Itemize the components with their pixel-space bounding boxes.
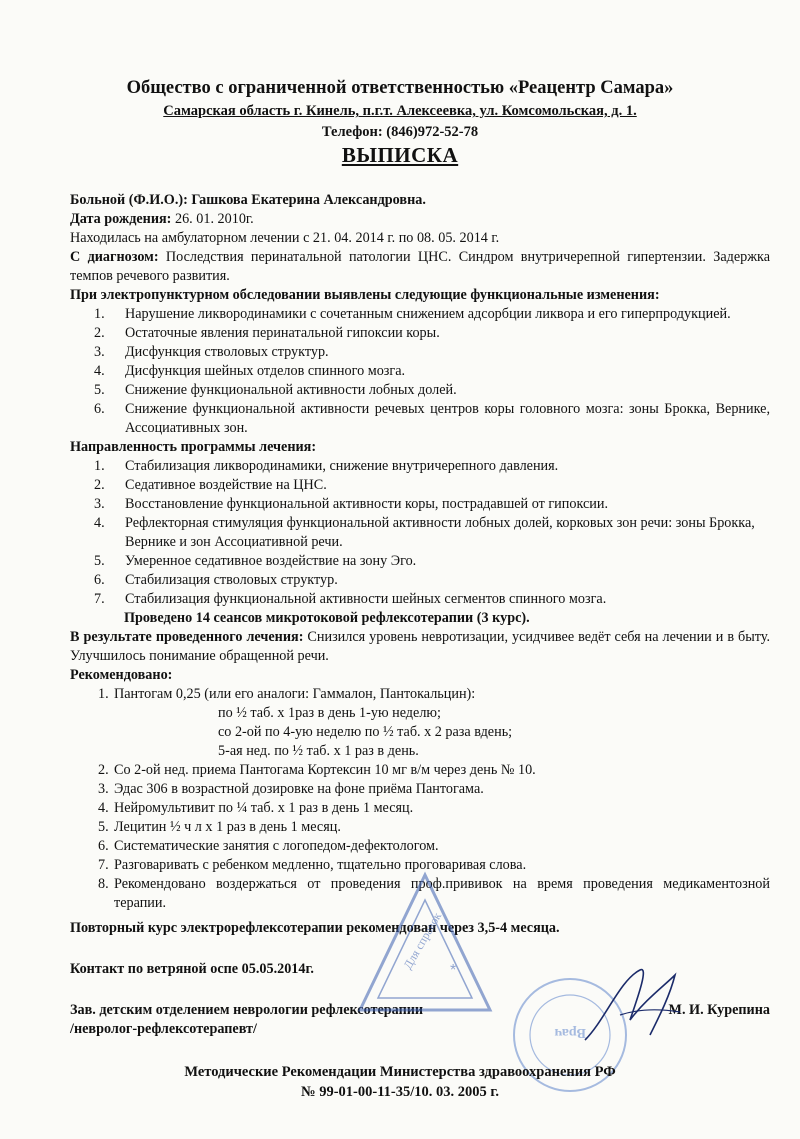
dob-line — [70, 210, 770, 229]
list-item — [70, 381, 770, 400]
item-text: Остаточные явления перинатальной гипоксии коры. — [125, 325, 440, 341]
list-item — [70, 514, 770, 552]
item-number: 4. — [98, 800, 109, 816]
result-label: В результате проведенного лечения: — [70, 629, 304, 645]
item-number: 5. — [94, 382, 105, 398]
item-number: 5. — [94, 553, 105, 569]
item-text: Систематические занятия с логопедом-дефектологом. — [114, 838, 439, 854]
item-number: 7. — [94, 591, 105, 607]
handwritten-signature — [580, 960, 690, 1050]
item-text: Стабилизация ликвородинамики, снижение внутричерепного давления. — [125, 458, 559, 474]
item-text: Рекомендовано воздержаться от проведения проф.прививок на время проведения медикаментозной терапии. — [114, 876, 770, 911]
item-number: 1. — [98, 686, 109, 702]
svg-text:*: * — [450, 962, 457, 979]
item-number: 4. — [94, 363, 105, 379]
document-title: ВЫПИСКА — [341, 143, 459, 167]
treatment-period: Находилась на амбулаторном лечении с 21. 04. 2014 г. по 08. 05. 2014 г. — [70, 230, 500, 246]
item-number: 1. — [94, 306, 105, 322]
item-number: 4. — [94, 515, 105, 531]
recommend-heading — [70, 666, 770, 685]
list-item — [98, 799, 770, 818]
item-number: 7. — [98, 857, 109, 873]
list-item — [70, 495, 770, 514]
stamp-text: Врач — [554, 1025, 586, 1040]
stamp-text: Для справок — [400, 909, 445, 972]
dob-value: 26. 01. 2010г. — [171, 211, 254, 227]
footer-line-2: № 99-01-00-11-35/10. 03. 2005 г. — [301, 1084, 499, 1100]
list-item — [98, 818, 770, 837]
diagnosis-text: Последствия перинатальной патологии ЦНС. Синдром внутричерепной гипертензии. Задержка темпов речевого развития. — [70, 249, 770, 284]
diagnosis-block — [70, 248, 770, 286]
organization-name: Общество с ограниченной ответственностью «Реацентр Самара» — [126, 78, 674, 98]
program-heading-text: Направленность программы лечения: — [70, 439, 317, 455]
footer-line-1: Методические Рекомендации Министерства здравоохранения РФ — [184, 1064, 616, 1080]
program-heading — [70, 438, 770, 457]
result-block — [70, 628, 770, 666]
organization-phone: Телефон: (846)972-52-78 — [321, 124, 479, 140]
list-item — [98, 780, 770, 799]
item-text: Со 2-ой нед. приема Пантогама Кортексин 10 мг в/м через день № 10. — [114, 762, 536, 778]
item-text: Стабилизация стволовых структур. — [125, 572, 338, 588]
item-text: Восстановление функциональной активности коры, пострадавшей от гипоксии. — [125, 496, 609, 512]
list-item — [98, 837, 770, 856]
item-text: Снижение функциональной активности лобных долей. — [125, 382, 457, 398]
result-text: Снизился уровень невротизации, усидчивее ведёт себя на лечении и в быту. Улучшилось понимание обращенной речи. — [70, 629, 771, 664]
item-text: Нейромультивит по ¼ таб. х 1 раз в день 1 месяц. — [114, 800, 414, 816]
list-item — [70, 552, 770, 571]
dose-line: по ½ таб. х 1раз в день 1-ую неделю; — [218, 705, 441, 721]
item-text: Разговаривать с ребенком медленно, тщательно проговаривая слова. — [114, 857, 527, 873]
dose-line: со 2-ой по 4-ую неделю по ½ таб. х 2 раза вдень; — [218, 724, 513, 740]
list-item — [98, 761, 770, 780]
list-item — [70, 343, 770, 362]
item-number: 3. — [94, 496, 105, 512]
item-number: 2. — [94, 325, 105, 341]
list-item — [70, 590, 770, 609]
list-item — [70, 400, 770, 438]
item-text: Нарушение ликвородинамики с сочетанным снижением адсорбции ликвора и его гиперпродукцией. — [125, 306, 731, 322]
diagnosis-label: С диагнозом: — [70, 249, 159, 265]
patient-name-value: Гашкова Екатерина Александровна. — [187, 192, 426, 208]
item-number: 6. — [94, 572, 105, 588]
program-list — [70, 457, 770, 609]
item-number: 8. — [98, 876, 109, 892]
item-text: Стабилизация функциональной активности шейных сегментов спинного мозга. — [125, 591, 607, 607]
item-number: 6. — [98, 838, 109, 854]
dose-line: 5-ая нед. по ½ таб. х 1 раз в день. — [218, 743, 419, 759]
item-text: Пантогам 0,25 (или его аналоги: Гаммалон, Пантокальцин): — [114, 686, 476, 702]
findings-heading-text: При электропунктурном обследовании выявлены следующие функциональные изменения: — [70, 287, 660, 303]
letterhead — [0, 76, 800, 142]
organization-address: Самарская область г. Кинель, п.г.т. Алексеевка, ул. Комсомольская, д. 1. — [163, 103, 637, 119]
recommend-heading-text: Рекомендовано: — [70, 667, 173, 683]
item-number: 2. — [98, 762, 109, 778]
findings-heading — [70, 286, 770, 305]
patient-name-line — [70, 191, 770, 210]
dob-label: Дата рождения: — [70, 211, 172, 227]
sessions-note: Проведено 14 сеансов микротоковой рефлексотерапии (3 курс). — [124, 610, 530, 626]
item-text: Седативное воздействие на ЦНС. — [125, 477, 327, 493]
signer-name-text: М. И. Курепина — [668, 1002, 770, 1018]
item-text: Лецитин ½ ч л х 1 раз в день 1 месяц. — [114, 819, 341, 835]
item-number: 3. — [98, 781, 109, 797]
item-text: Дисфункция стволовых структур. — [125, 344, 329, 360]
findings-list — [70, 305, 770, 438]
repeat-course-text: Повторный курс электрорефлексотерапии рекомендован через 3,5-4 месяца. — [70, 920, 560, 936]
signer-position-text: Зав. детским отделением неврологии рефлексотерапии — [70, 1002, 424, 1018]
item-text: Эдас 306 в возрастной дозировке на фоне приёма Пантогама. — [114, 781, 484, 797]
item-text: Снижение функциональной активности речевых центров коры головного мозга: зоны Брокка, Вернике, Ассоциативных зон. — [125, 401, 770, 436]
item-text: Рефлекторная стимуляция функциональной активности лобных долей, корковых зон речи: зоны Брокка, Вернике и зон Ассоциативной речи. — [125, 515, 755, 550]
contact-note-text: Контакт по ветряной оспе 05.05.2014г. — [70, 961, 314, 977]
item-number: 6. — [94, 401, 105, 417]
item-number: 1. — [94, 458, 105, 474]
item-number: 2. — [94, 477, 105, 493]
item-number: 3. — [94, 344, 105, 360]
list-item — [98, 685, 770, 704]
item-text: Дисфункция шейных отделов спинного мозга. — [125, 363, 406, 379]
list-item — [70, 305, 770, 324]
list-item — [70, 324, 770, 343]
list-item — [70, 571, 770, 590]
item-number: 5. — [98, 819, 109, 835]
list-item — [70, 476, 770, 495]
signer-role-text: /невролог-рефлексотерапевт/ — [70, 1021, 257, 1037]
list-item — [70, 362, 770, 381]
regulatory-footer — [0, 1062, 800, 1102]
triangle-stamp — [350, 860, 500, 1020]
item-text: Умеренное седативное воздействие на зону Эго. — [125, 553, 417, 569]
patient-name-label: Больной (Ф.И.О.): — [70, 192, 188, 208]
list-item — [70, 457, 770, 476]
